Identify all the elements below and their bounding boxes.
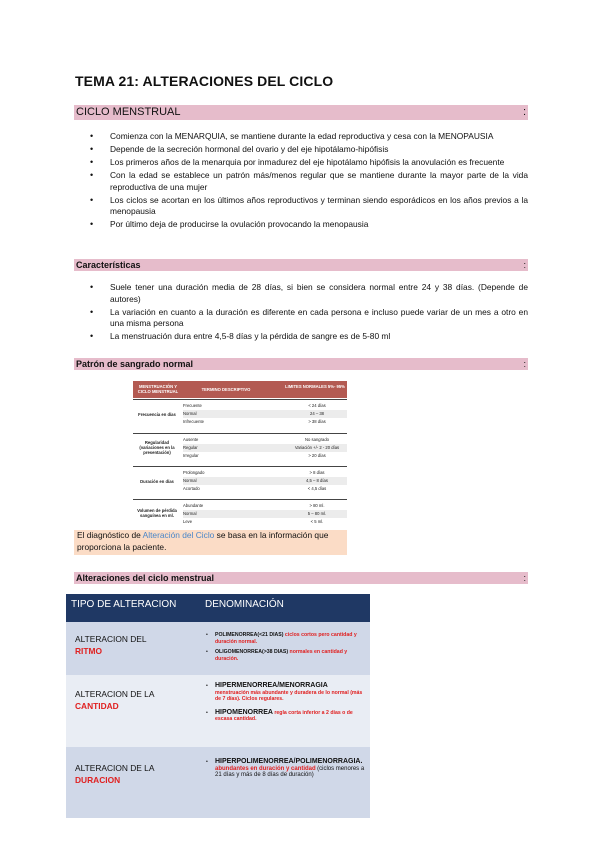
table-row	[183, 510, 347, 518]
group-label: Regularidad (variaciones en la presentación)	[139, 440, 175, 455]
header-cell: LIMITES NORMALES 5%- 95%	[285, 384, 345, 389]
diagnostic-note	[74, 530, 347, 555]
description: abundantes en duración y cantidad	[215, 765, 316, 772]
list-item: • Depende de la secreción hormonal del ovario y del eje hipotálamo-hipófisis	[88, 144, 528, 156]
note-text-after: se basa en la información que proporciona la paciente.	[77, 530, 329, 552]
table-row	[183, 436, 347, 444]
section-colon: :	[523, 573, 526, 583]
table-group	[133, 399, 347, 432]
type-prefix: ALTERACION DE LA	[75, 689, 155, 699]
term-cell: Normal	[183, 478, 197, 483]
section-label: Características	[76, 260, 141, 270]
value-cell: < 24 días	[308, 403, 326, 408]
list-item	[206, 759, 366, 779]
term-cell: Regular	[183, 445, 198, 450]
section-header-alteraciones	[74, 572, 528, 584]
note-text-before: El diagnóstico de	[77, 530, 143, 540]
table-row	[66, 747, 370, 818]
type-cell	[66, 622, 200, 675]
table-row	[183, 452, 347, 460]
term-cell: Ausente	[183, 437, 199, 442]
list-item	[206, 710, 366, 723]
list-item: • Por último deja de producirse la ovulación provocando la menopausia	[88, 219, 528, 231]
list-item: • La variación en cuanto a la duración es diferente en cada persona e incluso puede variar de un mes a otro en una misma persona	[88, 307, 528, 330]
section-label: Patrón de sangrado normal	[76, 359, 194, 369]
value-cell: > 8 días	[309, 470, 325, 475]
description: menstruación más abundante y duradera de lo normal (más de 7 días). Ciclos regulares.	[215, 689, 363, 703]
value-cell: < 5 ml.	[310, 519, 324, 524]
denominacion-cell	[200, 675, 370, 747]
table-group	[133, 433, 347, 464]
term-cell: Leve	[183, 519, 193, 524]
section-header-patron	[74, 358, 528, 370]
term-cell: Frecuente	[183, 403, 202, 408]
term: HIPERMENORREA/MENORRAGIA	[215, 682, 328, 689]
caracteristicas-bullet-list	[88, 282, 528, 344]
section-header-caracteristicas	[74, 259, 528, 271]
section-colon: :	[523, 359, 526, 369]
header-cell: DENOMINACIÓN	[200, 594, 370, 622]
term-cell: Prolongado	[183, 470, 205, 475]
section-label: CICLO MENSTRUAL	[76, 106, 181, 118]
type-prefix: ALTERACION DE LA	[75, 763, 155, 773]
table-row	[66, 675, 370, 747]
type-cell	[66, 747, 200, 818]
value-cell: > 20 días	[308, 453, 326, 458]
table-row	[183, 502, 347, 510]
group-label: Duración en días	[140, 479, 174, 484]
type-cell	[66, 675, 200, 747]
ciclo-bullet-list	[88, 131, 528, 232]
term-cell: Acortado	[183, 486, 200, 491]
section-colon: :	[522, 106, 526, 118]
table-row	[183, 410, 347, 418]
table-row	[183, 444, 347, 452]
section-header-ciclo	[74, 105, 528, 120]
value-cell: 24 – 38	[310, 411, 324, 416]
alteracion-table	[66, 594, 370, 818]
term: HIPERPOLIMENORREA/POLIMENORRAGIA.	[215, 758, 363, 765]
table-row	[183, 469, 347, 477]
list-item	[206, 683, 366, 703]
list-item: • Con la edad se establece un patrón más/menos regular que se mantiene durante la mayor parte de la vida reproductiva de una mujer	[88, 170, 528, 193]
table-row	[183, 485, 347, 493]
type-key: CANTIDAD	[75, 700, 119, 711]
section-colon: :	[523, 260, 526, 270]
section-label: Alteraciones del ciclo menstrual	[76, 573, 215, 583]
value-cell: Variación +/- 2 - 20 días	[294, 445, 340, 450]
description-extra: (ciclos menores a 21 días y más de 8 días de duración)	[215, 765, 365, 779]
patron-sangrado-table	[133, 381, 347, 529]
table-group	[133, 499, 347, 530]
table-header	[133, 381, 347, 398]
value-cell: 5 – 80 ml.	[307, 511, 327, 516]
header-cell: MENSTRUACIÓN Y CICLO MENSTRUAL	[137, 384, 179, 394]
table-row	[183, 477, 347, 485]
header-cell: TIPO DE ALTERACION	[66, 594, 200, 622]
table-row	[183, 402, 347, 410]
value-cell: No sangrado	[305, 437, 329, 442]
table-group	[133, 466, 347, 497]
group-label: Frecuencia en días	[138, 412, 176, 417]
list-item: • La menstruación dura entre 4,5-8 días y la pérdida de sangre es de 5-80 ml	[88, 331, 528, 343]
description: normales en cantidad y duración.	[215, 649, 348, 662]
note-highlight: Alteración del Ciclo	[142, 530, 215, 540]
page-title: TEMA 21: ALTERACIONES DEL CICLO	[75, 73, 334, 89]
description: regla corta inferior a 2 días o de escasa cantidad.	[215, 709, 353, 723]
list-item	[206, 649, 366, 662]
table-row	[183, 418, 347, 426]
group-label: Volumen de pérdida sanguínea en ml.	[137, 508, 177, 518]
term-cell: Infrecuente	[183, 419, 204, 424]
value-cell: < 4,5 días	[307, 486, 327, 491]
list-item	[206, 632, 366, 645]
description: ciclos cortos pero cantidad y duración normal.	[215, 632, 357, 645]
term-cell: Normal	[183, 511, 197, 516]
list-item: • Los ciclos se acortan en los últimos años reproductivos y terminan siendo esporádicos en los años previos a la menopausia	[88, 195, 528, 218]
denominacion-cell	[200, 747, 370, 818]
list-item: • Suele tener una duración media de 28 días, si bien se considera normal entre 24 y 38 días. (Depende de autores)	[88, 282, 528, 305]
value-cell: > 38 días	[308, 419, 326, 424]
denominacion-cell	[200, 622, 370, 675]
term: OLIGOMENORREA(>38 DIAS)	[215, 649, 289, 656]
table-row	[183, 518, 347, 526]
type-key: DURACION	[75, 774, 121, 785]
term-cell: Abundante	[183, 503, 204, 508]
type-prefix: ALTERACION DEL	[75, 634, 147, 644]
value-cell: 4,5 – 8 días	[306, 478, 328, 483]
term-cell: Normal	[183, 411, 197, 416]
list-item: • Los primeros años de la menarquia por inmadurez del eje hipotálamo hipófisis la anovulación es frecuente	[88, 157, 528, 169]
term: HIPOMENORREA	[215, 708, 273, 716]
type-key: RITMO	[75, 645, 102, 656]
term-cell: Irregular	[183, 453, 199, 458]
value-cell: > 80 ml.	[309, 503, 325, 508]
term: POLIMENORREA(<21 DIAS)	[215, 632, 284, 638]
list-item: • Comienza con la MENARQUIA, se mantiene durante la edad reproductiva y cesa con la MENOPAUSIA	[88, 131, 528, 143]
header-cell: TERMINO DESCRIPTIVO	[201, 387, 251, 392]
table-row	[66, 622, 370, 675]
